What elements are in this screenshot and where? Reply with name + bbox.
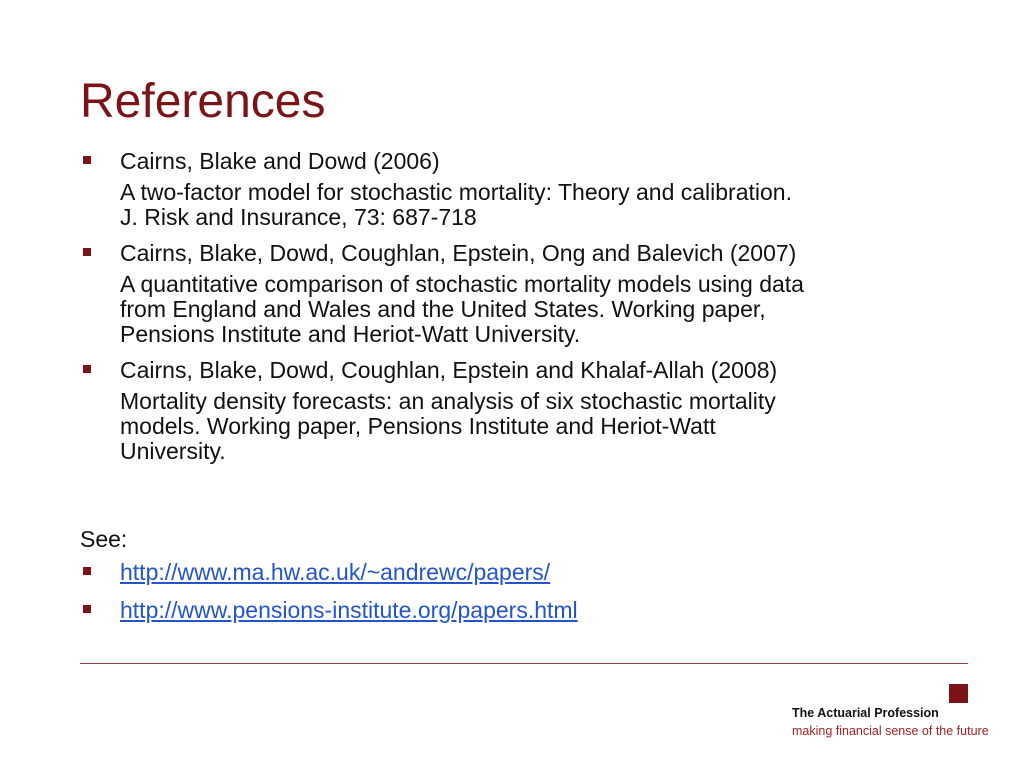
papers-link-hw[interactable]: http://www.ma.hw.ac.uk/~andrewc/papers/ bbox=[120, 559, 551, 585]
square-bullet-icon bbox=[83, 567, 91, 575]
see-label: See: bbox=[80, 526, 128, 552]
references-list bbox=[80, 148, 980, 474]
link-item bbox=[80, 559, 578, 585]
reference-item bbox=[80, 148, 980, 230]
organization-tagline: making financial sense of the future bbox=[792, 724, 989, 738]
citation-line: A quantitative comparison of stochastic mortality models using data bbox=[120, 271, 804, 297]
reference-citation bbox=[80, 180, 980, 230]
square-logo-icon bbox=[949, 684, 968, 703]
papers-link-pensions-institute[interactable]: http://www.pensions-institute.org/papers.html bbox=[120, 597, 578, 623]
reference-authors: Cairns, Blake, Dowd, Coughlan, Epstein, Ong and Balevich (2007) bbox=[120, 240, 797, 266]
reference-item bbox=[80, 240, 980, 347]
citation-line: A two-factor model for stochastic mortality: Theory and calibration. bbox=[120, 179, 792, 205]
links-list bbox=[80, 559, 578, 635]
citation-line: Pensions Institute and Heriot-Watt University. bbox=[120, 321, 581, 347]
slide-title: References bbox=[80, 75, 326, 128]
citation-line: from England and Wales and the United States. Working paper, bbox=[120, 296, 766, 322]
organization-name: The Actuarial Profession bbox=[792, 706, 939, 720]
citation-line: Mortality density forecasts: an analysis of six stochastic mortality bbox=[120, 388, 776, 414]
reference-citation bbox=[80, 272, 980, 347]
square-bullet-icon bbox=[83, 365, 91, 373]
citation-line: University. bbox=[120, 438, 226, 464]
square-bullet-icon bbox=[83, 605, 91, 613]
citation-line: models. Working paper, Pensions Institute and Heriot-Watt bbox=[120, 413, 716, 439]
reference-authors: Cairns, Blake and Dowd (2006) bbox=[120, 148, 440, 174]
reference-item bbox=[80, 357, 980, 464]
square-bullet-icon bbox=[83, 248, 91, 256]
citation-line: J. Risk and Insurance, 73: 687-718 bbox=[120, 204, 477, 230]
reference-authors: Cairns, Blake, Dowd, Coughlan, Epstein and Khalaf-Allah (2008) bbox=[120, 357, 778, 383]
square-bullet-icon bbox=[83, 156, 91, 164]
link-item bbox=[80, 597, 578, 623]
footer-divider bbox=[80, 663, 968, 664]
reference-citation bbox=[80, 389, 980, 464]
